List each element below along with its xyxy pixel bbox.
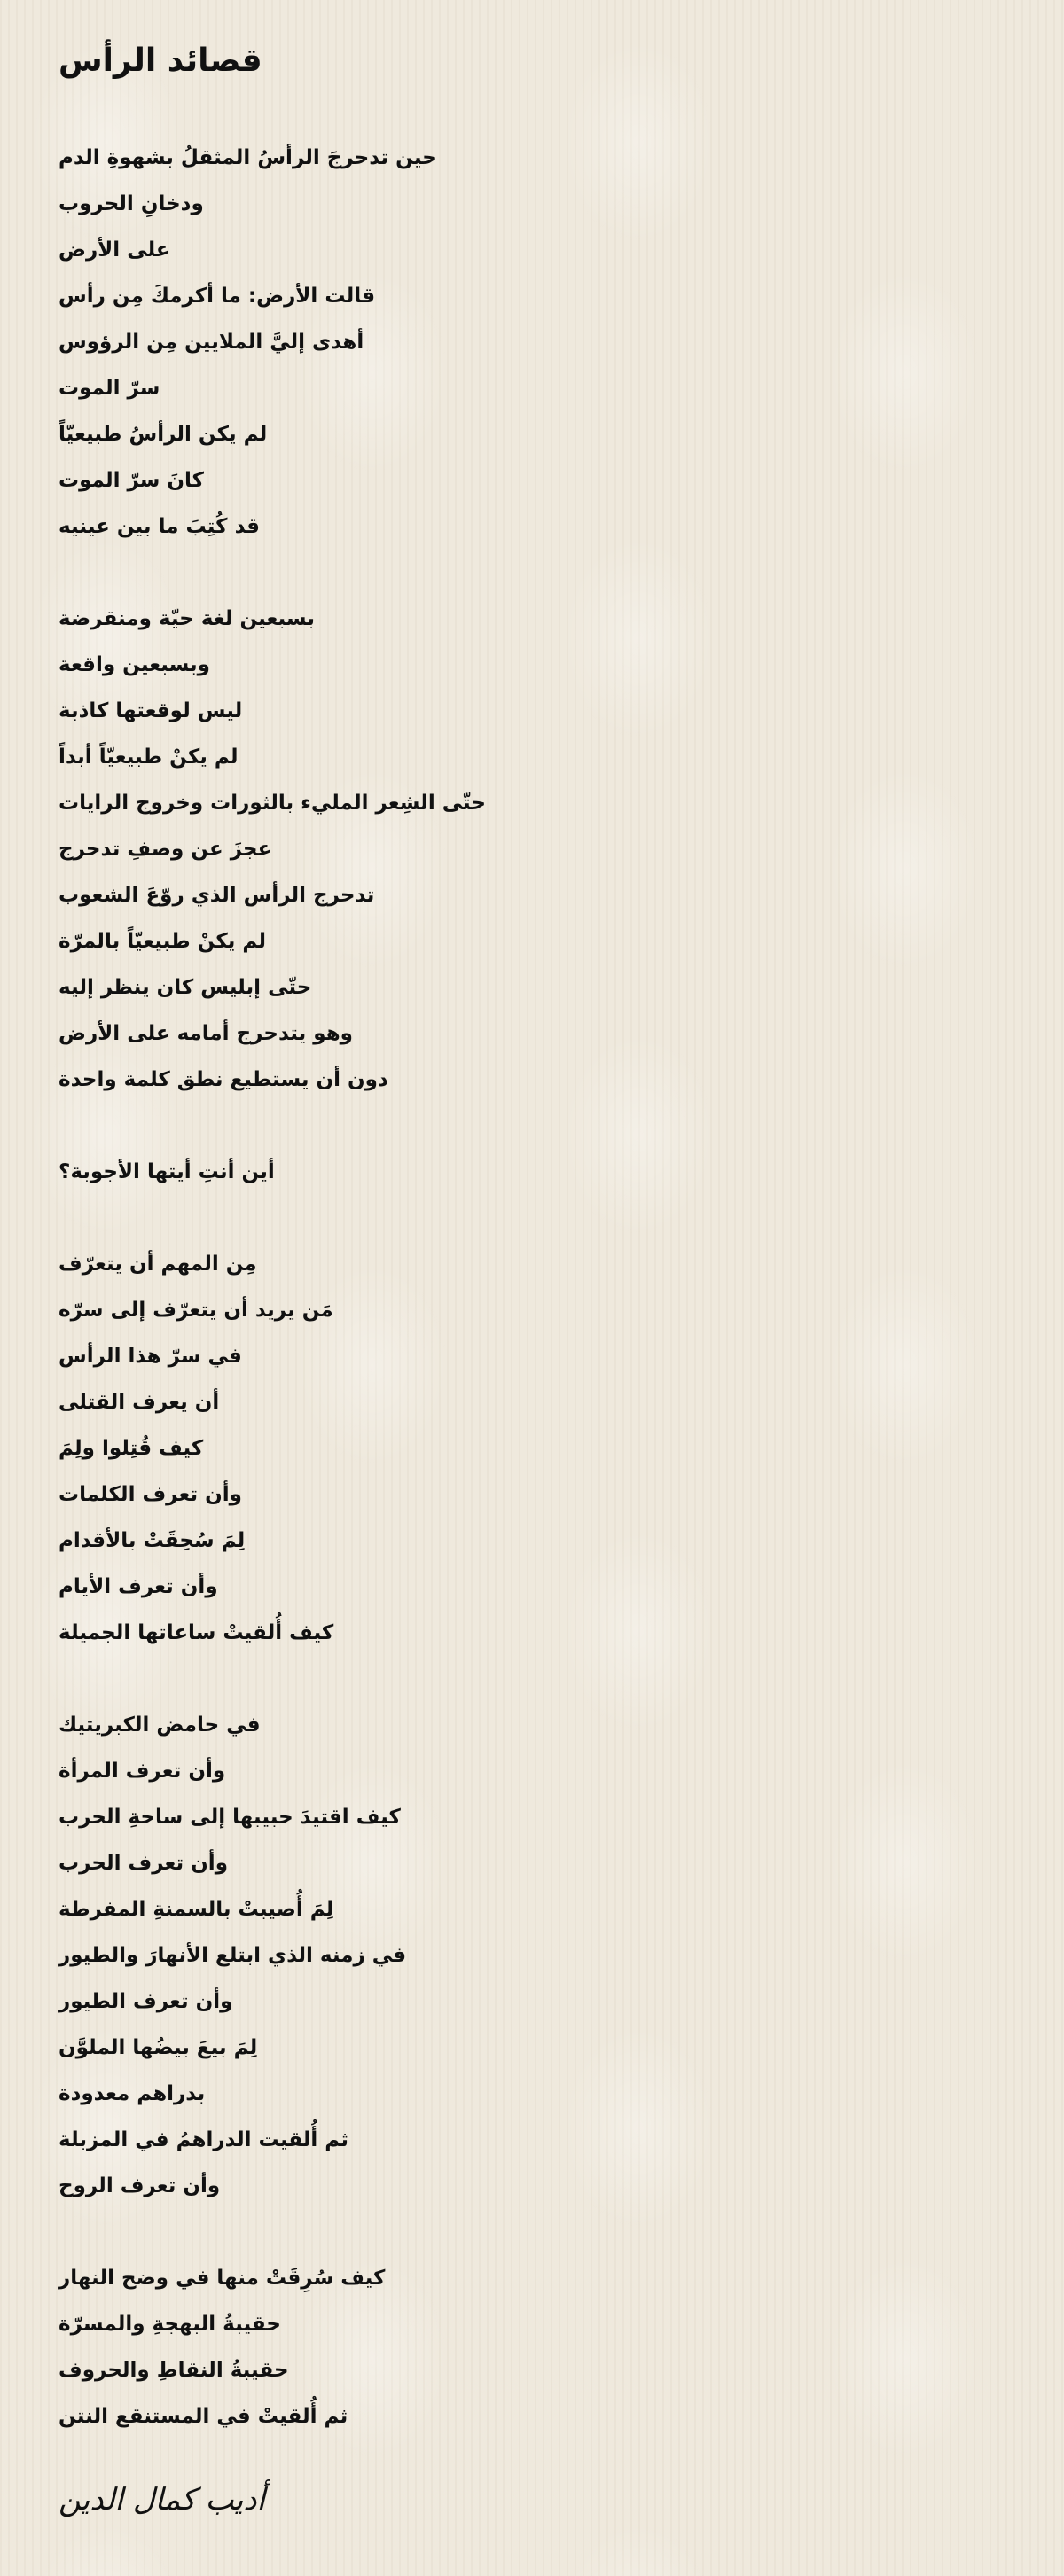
poem-line: ثم أُلقيتْ في المستنقع النتن [59,2405,348,2428]
poem-line: بسبعين لغة حيّة ومنقرضة [59,607,315,630]
poem-line: وهو يتدحرج أمامه على الأرض [59,1022,353,1045]
poem-line: بدراهم معدودة [59,2082,206,2105]
poem-line: عجزَ عن وصفِ تدحرج [59,838,272,861]
poem-line: حتّى الشِعر المليء بالثورات وخروج الرايات [59,792,486,815]
poem-line: كيف قُتِلوا ولِمَ [59,1437,204,1460]
poem-line: ودخانِ الحروب [59,192,204,215]
stanza-break [59,1103,486,1149]
poem-line: على الأرض [59,238,170,262]
poem-line: وأن تعرف الحرب [59,1852,228,1875]
poem-line: لِمَ بيعَ بيضُها الملوَّن [59,2036,258,2059]
poem-line: حقيبةُ البهجةِ والمسرّة [59,2313,282,2336]
stanza-break [59,1656,486,1702]
poem-line: مَن يريد أن يتعرّف إلى سرّه [59,1299,333,1322]
poem-line: كيف أُلقيتْ ساعاتها الجميلة [59,1621,334,1644]
poem-line: أهدى إليَّ الملايين مِن الرؤوس [59,331,364,354]
poem-line: تدحرج الرأس الذي روّعَ الشعوب [59,884,375,907]
poem-line: لِمَ سُحِقَتْ بالأقدام [59,1529,246,1552]
poem-line: مِن المهم أن يتعرّف [59,1253,257,1276]
poem-line: وأن تعرف الروح [59,2174,221,2197]
poem-line: لم يكنْ طبيعيّاً بالمرّة [59,930,267,953]
poem-line: وأن تعرف الطيور [59,1990,233,2013]
poem-line: حتّى إبليس كان ينظر إليه [59,976,312,999]
poem-line: قالت الأرض: ما أكرمكَ مِن رأس [59,285,376,308]
poem-line: لِمَ أُصيبتْ بالسمنةِ المفرطة [59,1898,334,1921]
stanza-break [59,1195,486,1241]
stanza-break [59,2209,486,2255]
poem-line: كانَ سرّ الموت [59,469,205,492]
poem-line: وبسبعين واقعة [59,653,210,676]
poem-line: في زمنه الذي ابتلع الأنهارَ والطيور [59,1944,407,1967]
poem-line: ليس لوقعتها كاذبة [59,699,243,722]
stanza-break [59,550,486,596]
poem-line: وأن تعرف الأيام [59,1575,218,1598]
poem-line: أين أنتِ أيتها الأجوبة؟ [59,1160,275,1183]
poem-line: وأن تعرف الكلمات [59,1483,242,1506]
poem-line: لم يكن الرأسُ طبيعيّاً [59,423,268,446]
author-signature: أديب كمال الدين [59,2482,265,2517]
poem-line: حين تدحرجَ الرأسُ المثقلُ بشهوةِ الدم [59,146,437,169]
poem-line: دون أن يستطيع نطق كلمة واحدة [59,1068,388,1091]
poem-line: كيف سُرِقَتْ منها في وضح النهار [59,2267,386,2290]
poem-line: سرّ الموت [59,377,160,400]
poem-line: ثم أُلقيت الدراهمُ في المزبلة [59,2128,348,2151]
poem-line: في سرّ هذا الرأس [59,1345,242,1368]
poem-line: وأن تعرف المرأة [59,1760,226,1783]
poem-line: في حامض الكبريتيك [59,1713,261,1737]
poem-line: أن يعرف القتلى [59,1391,220,1414]
poem-line: قد كُتِبَ ما بين عينيه [59,515,260,538]
poem-line: كيف اقتيدَ حبيبها إلى ساحةِ الحرب [59,1806,401,1829]
poem-body [59,135,486,2439]
poem-title: قصائد الرأس [59,43,262,79]
poem-line: لم يكنْ طبيعيّاً أبداً [59,745,239,769]
poem-line: حقيبةُ النقاطِ والحروف [59,2359,289,2382]
